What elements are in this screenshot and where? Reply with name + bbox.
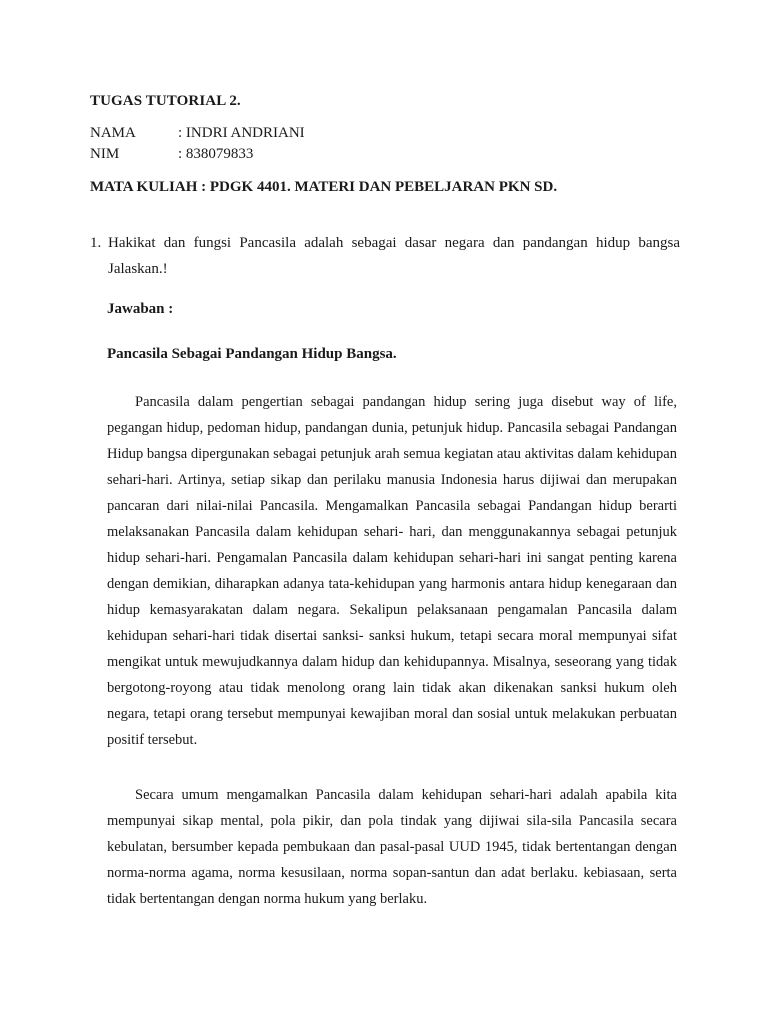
name-label: NAMA	[90, 125, 136, 141]
question-number: 1.	[90, 235, 102, 251]
question-item	[90, 230, 680, 282]
answer-label: Jawaban :	[107, 301, 174, 317]
paragraph-1: Pancasila dalam pengertian sebagai pandangan hidup sering juga disebut way of life, pegangan hidup, pedoman hidup, pandangan dunia, petunjuk hidup. Pancasila sebagai Pandangan Hidup bangsa dipergunakan sebagai petunjuk arah semua kegiatan atau aktivitas dalam kehidupan sehari-hari. Artinya, setiap sikap dan perilaku manusia Indonesia harus dijiwai dan merupakan pancaran dari nilai-nilai Pancasila. Mengamalkan Pancasila sebagai Pandangan hidup berarti melaksanakan Pancasila dalam kehidupan sehari- hari, dan menggunakannya sebagai petunjuk hidup sehari-hari. Pengamalan Pancasila dalam kehidupan sehari-hari ini sangat penting karena dengan demikian, diharapkan adanya tata-kehidupan yang harmonis antara hidup kenegaraan dan hidup kemasyarakatan dalam negara. Sekalipun pelaksanaan pengamalan Pancasila dalam kehidupan sehari-hari tidak disertai sanksi- sanksi hukum, tetapi secara moral mempunyai sifat mengikat untuk mewujudkannya dalam hidup dan kehidupannya. Misalnya, seseorang yang tidak bergotong-royong atau tidak menolong orang lain tidak akan dikenakan sanksi hukum oleh negara, tetapi orang tersebut mempunyai kewajiban moral dan sosial untuk melakukan perbuatan positif tersebut.	[107, 394, 677, 748]
course-heading: MATA KULIAH : PDGK 4401. MATERI DAN PEBELJARAN PKN SD.	[90, 179, 558, 195]
paragraph-2: Secara umum mengamalkan Pancasila dalam kehidupan sehari-hari adalah apabila kita mempunyai sikap mental, pola pikir, dan pola tindak yang dijiwai sila-sila Pancasila secara kebulatan, bersumber kepada pembukaan dan pasal-pasal UUD 1945, tidak bertentangan dengan norma-norma agama, norma kesusilaan, norma sopan-santun dan adat berlaku. kebiasaan, serta tidak bertentangan dengan norma hukum yang berlaku.	[107, 787, 677, 907]
name-row	[90, 123, 305, 144]
identity-block	[90, 123, 305, 165]
document-title: TUGAS TUTORIAL 2.	[90, 93, 241, 109]
nim-value: : 838079833	[178, 146, 254, 162]
nim-row	[90, 144, 305, 165]
nim-label: NIM	[90, 146, 120, 162]
answer-subtitle: Pancasila Sebagai Pandangan Hidup Bangsa.	[107, 346, 397, 362]
name-value: : INDRI ANDRIANI	[178, 125, 305, 141]
question-text: Hakikat dan fungsi Pancasila adalah sebagai dasar negara dan pandangan hidup bangsa Jalaskan.!	[108, 235, 680, 277]
